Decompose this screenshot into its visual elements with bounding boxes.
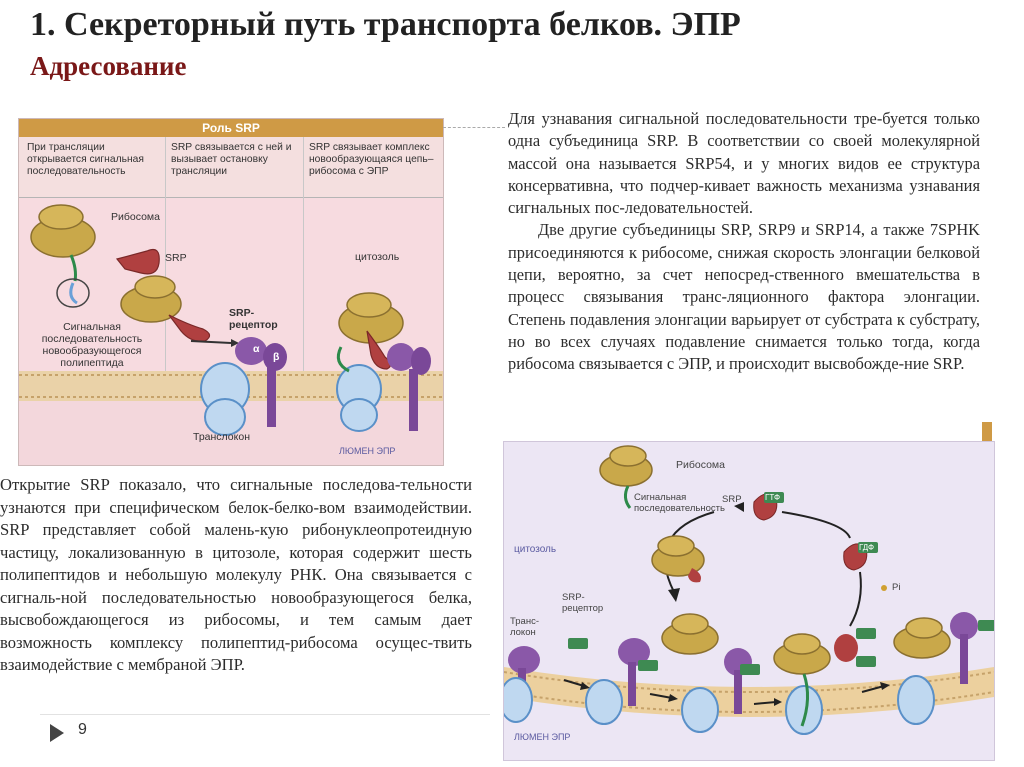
er-lumen-label: ЛЮМЕН ЭПР: [339, 446, 396, 456]
cytosol-label: цитозоль: [355, 251, 400, 263]
title-line-1: 1. Секреторный путь транспорта белков. ЭПР: [30, 6, 741, 43]
cytosol-label: цитозоль: [514, 544, 557, 555]
alpha-label: α: [253, 343, 260, 355]
title-line-2: Адресование: [30, 51, 187, 81]
srp-icon: [117, 250, 159, 274]
figure1-illustration: [19, 119, 443, 465]
translocon-icon: [201, 363, 249, 435]
gdp-tag: ГДФ: [859, 543, 875, 552]
figure2-tab: [982, 422, 992, 442]
right-text-block: [508, 108, 980, 376]
slide-title: [30, 4, 930, 86]
er-lumen-label: ЛЮМЕН ЭПР: [514, 732, 571, 742]
pi-label: Pi: [892, 582, 901, 593]
left-text-block: [0, 474, 472, 677]
ribosome-icon: [31, 205, 95, 257]
figure1-header: Роль SRP: [19, 119, 443, 137]
translocon-label: Транс-локон: [510, 616, 539, 638]
srp-label: SRP: [165, 252, 187, 264]
translocon-label: Транслокон: [193, 431, 250, 443]
figure1-caption-1: При трансляции открывается сигнальная последовательность: [27, 142, 144, 177]
figure1-caption-3: SRP связывает комплекс новообразующаяся цепь–рибосома с ЭПР: [309, 142, 434, 177]
srp-label: SRP: [722, 494, 742, 505]
gtp-tag: ГТФ: [765, 493, 781, 502]
srp-receptor-label: SRP-рецептор: [229, 307, 278, 331]
connector-line: [443, 127, 505, 128]
page-number: 9: [78, 721, 87, 738]
signal-sequence-label: Сигнальная последовательность: [634, 492, 725, 514]
ribosome-label: Рибосома: [676, 459, 725, 471]
beta-label: β: [273, 351, 280, 363]
signal-sequence-label: Сигнальная последовательность новообразующегося полипептида: [41, 321, 143, 369]
footer-divider: [40, 714, 490, 715]
left-paragraph-1: Открытие SRP показало, что сигнальные последова-тельности узнаются при специфическом белок-белко-вом взаимодействии. SRP представляет собой малень-кую рибонуклеопротеидную частицу, локализованную в цитозоле, которая содержит шесть полипептидов и небольшую молекулу РНК. Она связывается с сигналь-ной последовательностью новообразующегося белка, высвобождающегося из рибосомы, и тем самым дает возможность комплексу полипептид-рибосома осущес-твить взаимодействие с мембраной ЭПР.: [0, 475, 472, 674]
srp-receptor-label: SRP-рецептор: [562, 592, 604, 614]
figure-srp-role: [18, 118, 444, 466]
right-paragraph-2: Две другие субъединицы SRP, SRP9 и SRP14, а также 7SPHK присоединяются к рибосоме, снижая скорость элонгации белковой цепи, вероятно, за счет непосред-ственного вмешательства в процесс связывания транс-ляционного фактора элонгации. Степень подавления элонгации варьирует от субстрата к субстрату, но во всех случаях подавление снимается только тогда, когда рибосома связывается с ЭПР, и происходит высвобожде-ние SRP.: [508, 220, 980, 374]
next-slide-icon[interactable]: [50, 724, 64, 742]
figure-srp-cycle: [503, 441, 995, 761]
ribosome-label: Рибосома: [111, 211, 160, 223]
translocon-icon: [504, 678, 532, 722]
figure1-caption-2: SRP связывается с ней и вызывает остановку трансляции: [171, 142, 292, 177]
right-paragraph-1: Для узнавания сигнальной последовательности тре-буется только одна субъединица SRP. В соответствии со своей молекулярной массой она называется SRP54, и у многих видов ее структура консервативна, что подчер-кивает важность механизма узнавания сигнальных пос-ледовательностей.: [508, 109, 980, 218]
